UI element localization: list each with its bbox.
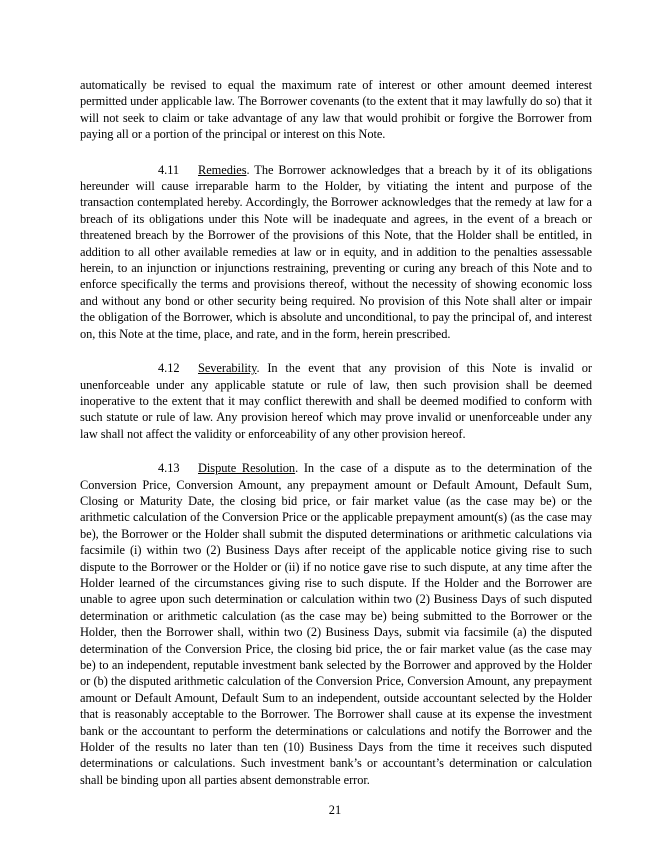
section-number: 4.11 (158, 162, 180, 177)
section-body: In the event that any provision of this Note is invalid or unenforceable under any applicable statute or rule of law, then such provision shall be deemed inoperative to the extent that it may conflict therewith and shall be deemed modified to conform with such statute or rule of law. Any provision hereof which may prove invalid or unenforceable under any law shall not affect the validity or enforceability of any other provision hereof. (80, 361, 592, 441)
section-separator: . (295, 461, 304, 476)
continuation-paragraph: automatically be revised to equal the maximum rate of interest or other amount deemed interest permitted under applicable law. The Borrower covenants (to the extent that it may lawfully do so) that it will not seek to claim or take advantage of any law that would prohibit or forgive the Borrower from paying all or a portion of the principal or interest on this Note. (80, 78, 592, 142)
section-separator: . (246, 162, 255, 177)
section-title-remedies: Remedies (198, 162, 247, 177)
section-body: The Borrower acknowledges that a breach by it of its obligations hereunder will cause irreparable harm to the Holder, by vitiating the intent and purpose of the transaction contemplated hereby. Accordingly, the Borrower acknowledges that the remedy at law for a breach of its obligations under this Note will be inadequate and agrees, in the event of a breach or threatened breach by the Borrower of the provisions of this Note, that the Holder shall be entitled, in addition to all other available remedies at law or in equity, and in addition to the penalties assessable herein, to an injunction or injunctions restraining, preventing or curing any breach of this Note and to enforce specifically the terms and provisions thereof, without the necessity of showing economic loss and without any bond or other security being required. No provision of this Note shall alter or impair the obligation of the Borrower, which is absolute and unconditional, to pay the principal of, and interest on, this Note at the time, place, and rate, and in the form, herein prescribed. (80, 162, 592, 341)
section-number: 4.13 (158, 461, 180, 476)
section-title-severability: Severability (198, 361, 257, 376)
section-title-dispute-resolution: Dispute Resolution (198, 461, 296, 476)
page-number: 21 (328, 803, 342, 817)
section-separator: . (256, 361, 268, 376)
section-4-12-paragraph (80, 360, 592, 442)
section-4-13-paragraph (80, 460, 592, 788)
section-number: 4.12 (158, 361, 180, 376)
section-body: In the case of a dispute as to the determination of the Conversion Price, Conversion Amount, any prepayment amount or Default Amount, Default Sum, Closing or Maturity Date, the closing bid price, or fair market value (as the case may be) or the arithmetic calculation of the Conversion Price or the applicable prepayment amount(s) (as the case may be), the Borrower or the Holder shall submit the disputed determinations or arithmetic calculations via facsimile (i) within two (2) Business Days after receipt of the applicable notice giving rise to such dispute to the Borrower or the Holder or (ii) if no notice gave rise to such dispute, at any time after the Holder learned of the circumstances giving rise to such dispute. If the Holder and the Borrower are unable to agree upon such determination or calculation within two (2) Business Days of such disputed determination or arithmetic calculation (as the case may be) being submitted to the Borrower or the Holder, then the Borrower shall, within two (2) Business Days, submit via facsimile (a) the disputed determination of the Conversion Price, the closing bid price, the or fair market value (as the case may be) to an independent, reputable investment bank selected by the Borrower and approved by the Holder or (b) the disputed arithmetic calculation of the Conversion Price, Conversion Amount, any prepayment amount or Default Amount, Default Sum to an independent, outside accountant selected by the Holder that is reasonably acceptable to the Borrower. The Borrower shall cause at its expense the investment bank or the accountant to perform the determinations or calculations and notify the Borrower and the Holder of the results no later than ten (10) Business Days from the time it receives such disputed determinations or calculations. Such investment bank’s or accountant’s determination or calculation shall be binding upon all parties absent demonstrable error. (80, 461, 592, 787)
section-4-11-paragraph (80, 162, 592, 342)
document-page (80, 77, 592, 806)
